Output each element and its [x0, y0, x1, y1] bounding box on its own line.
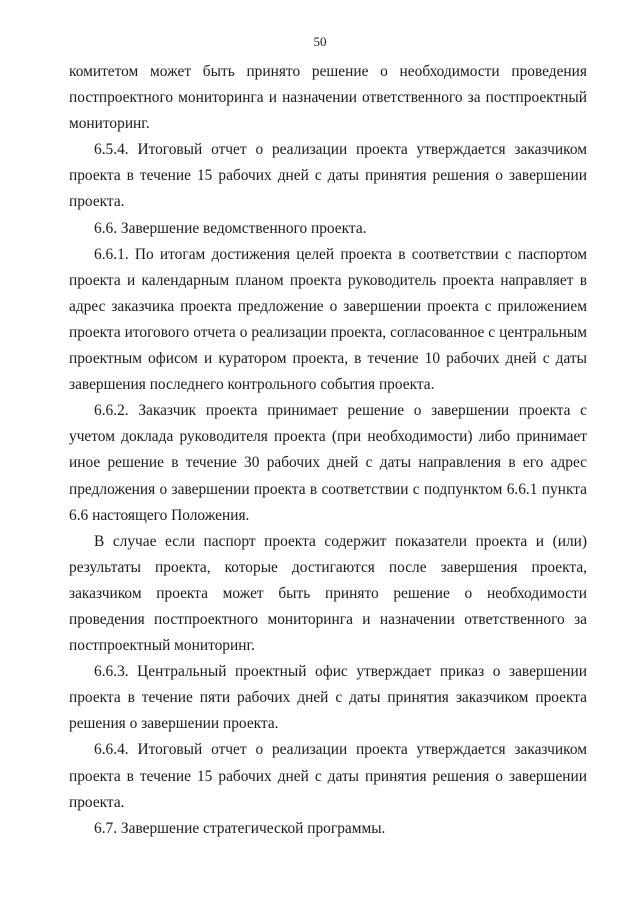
paragraph-postproject-monitoring: В случае если паспорт проекта содержит показатели проекта и (или) результаты проекта, которые достигаются после завершения проекта, заказчиком проекта может быть принято решение о необходимости проведения постпроектного мониторинга и назначении ответственного за постпроектный мониторинг. — [69, 532, 587, 655]
page-number: 50 — [313, 34, 327, 49]
paragraph-6-6-4: 6.6.4. Итоговый отчет о реализации проекта утверждается заказчиком проекта в течение 15 рабочих дней с даты принятия решения о завершении проекта. — [69, 741, 587, 811]
paragraph-6-5-4: 6.5.4. Итоговый отчет о реализации проекта утверждается заказчиком проекта в течение 15 рабочих дней с даты принятия решения о завершении проекта. — [69, 141, 587, 211]
section-heading-6-6: 6.6. Завершение ведомственного проекта. — [94, 219, 367, 237]
paragraph-6-6-3: 6.6.3. Центральный проектный офис утверждает приказ о завершении проекта в течение пяти рабочих дней с даты принятия заказчиком проекта решения о завершении проекта. — [69, 663, 587, 733]
document-body — [69, 59, 587, 842]
paragraph-6-6-2: 6.6.2. Заказчик проекта принимает решение о завершении проекта с учетом доклада руководителя проекта (при необходимости) либо принимает иное решение в течение 30 рабочих дней с даты направления в его адрес предложения о завершении проекта в соответствии с подпунктом 6.6.1 пункта 6.6 настоящего Положения. — [69, 402, 587, 524]
paragraph-continuation: комитетом может быть принято решение о необходимости проведения постпроектного мониторинга и назначении ответственного за постпроектный мониторинг. — [69, 63, 587, 133]
paragraph-6-6-1: 6.6.1. По итогам достижения целей проекта в соответствии с паспортом проекта и календарным планом проекта руководитель проекта направляет в адрес заказчика проекта предложение о завершении проекта с приложением проекта итогового отчета о реализации проекта, согласованное с центральным проектным офисом и куратором проекта, в течение 10 рабочих дней с даты завершения последнего контрольного события проекта. — [69, 245, 587, 394]
section-heading-6-7: 6.7. Завершение стратегической программы. — [94, 819, 386, 837]
